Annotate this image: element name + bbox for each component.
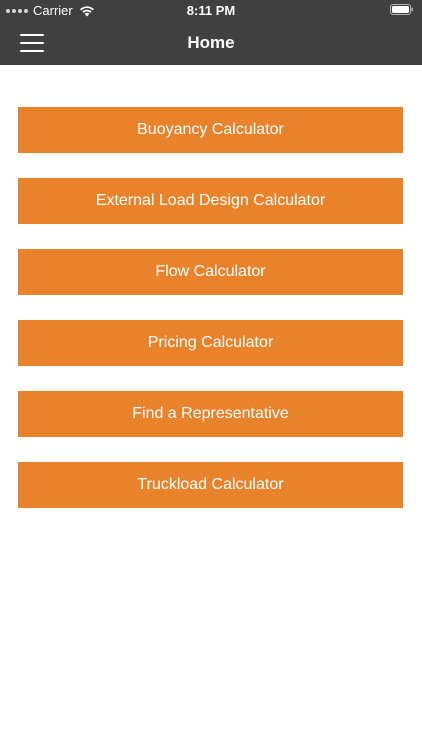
pricing-calculator-button[interactable]: Pricing Calculator	[18, 320, 403, 366]
calculator-menu-list	[18, 107, 403, 533]
carrier-label: Carrier	[33, 3, 73, 18]
page-title: Home	[187, 33, 235, 52]
flow-calculator-button[interactable]: Flow Calculator	[18, 249, 403, 295]
external-load-design-calculator-button[interactable]: External Load Design Calculator	[18, 178, 403, 224]
status-bar	[0, 0, 422, 22]
find-a-representative-button[interactable]: Find a Representative	[18, 391, 403, 437]
app-header	[0, 0, 422, 65]
navigation-bar	[0, 22, 422, 65]
battery-icon	[390, 4, 414, 15]
buoyancy-calculator-button[interactable]: Buoyancy Calculator	[18, 107, 403, 153]
truckload-calculator-button[interactable]: Truckload Calculator	[18, 462, 403, 508]
status-time: 8:11 PM	[186, 3, 236, 18]
